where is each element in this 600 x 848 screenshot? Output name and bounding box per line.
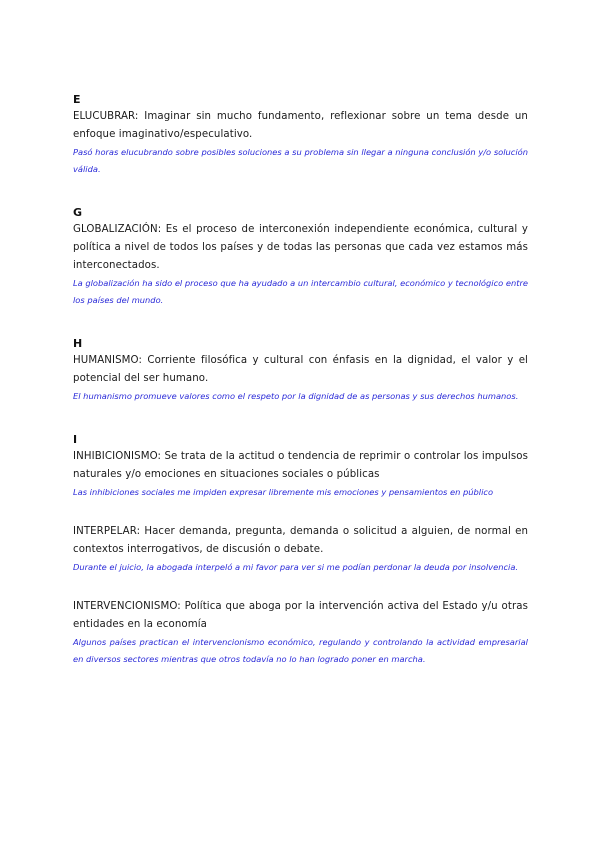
example-sentence: La globalización ha sido el proceso que ha ayudado a un intercambio cultural, económico y tecnológico entre los países del mundo.	[73, 278, 528, 305]
section-letter: H	[73, 337, 83, 350]
glossary-entry-interpelar	[73, 523, 528, 576]
example-sentence: Algunos países practican el intervencionismo económico, regulando y controlando la actividad empresarial en diversos sectores mientras que otros todavía no lo han logrado poner en marcha.	[73, 637, 528, 664]
glossary-entry-inhibicionismo	[73, 448, 528, 501]
definition-text: INHIBICIONISMO: Se trata de la actitud o tendencia de reprimir o controlar los impulsos naturales y/o emociones en situaciones sociales o públicas	[73, 451, 528, 480]
definition-text: ELUCUBRAR: Imaginar sin mucho fundamento, reflexionar sobre un tema desde un enfoque imaginativo/especulativo.	[73, 111, 528, 140]
section-letter: I	[73, 433, 78, 446]
definition-text: GLOBALIZACIÓN: Es el proceso de interconexión independiente económica, cultural y política a nivel de todos los países y de todas las personas que cada vez estamos más interconectados.	[73, 224, 528, 271]
glossary-entry-elucubrar	[73, 108, 528, 178]
section-e	[73, 92, 528, 178]
glossary-entry-globalizacion	[73, 221, 528, 309]
definition-text: INTERPELAR: Hacer demanda, pregunta, demanda o solicitud a alguien, de normal en contextos interrogativos, de discusión o debate.	[73, 526, 528, 555]
definition-text: HUMANISMO: Corriente filosófica y cultural con énfasis en la dignidad, el valor y el potencial del ser humano.	[73, 355, 528, 384]
glossary-page	[73, 92, 528, 668]
glossary-entry-humanismo	[73, 352, 528, 405]
section-i	[73, 432, 528, 668]
section-letter: E	[73, 93, 81, 106]
example-sentence: Las inhibiciones sociales me impiden expresar libremente mis emociones y pensamientos en público	[73, 487, 494, 497]
section-h	[73, 336, 528, 405]
definition-text: INTERVENCIONISMO: Política que aboga por la intervención activa del Estado y/u otras entidades en la economía	[73, 601, 528, 630]
example-sentence: El humanismo promueve valores como el respeto por la dignidad de as personas y sus derechos humanos.	[73, 391, 519, 401]
section-g	[73, 205, 528, 309]
section-letter: G	[73, 206, 83, 219]
glossary-entry-intervencionismo	[73, 598, 528, 668]
example-sentence: Durante el juicio, la abogada interpeló a mi favor para ver si me podían perdonar la deuda por insolvencia.	[73, 562, 519, 572]
example-sentence: Pasó horas elucubrando sobre posibles soluciones a su problema sin llegar a ninguna conclusión y/o solución válida.	[73, 147, 528, 174]
